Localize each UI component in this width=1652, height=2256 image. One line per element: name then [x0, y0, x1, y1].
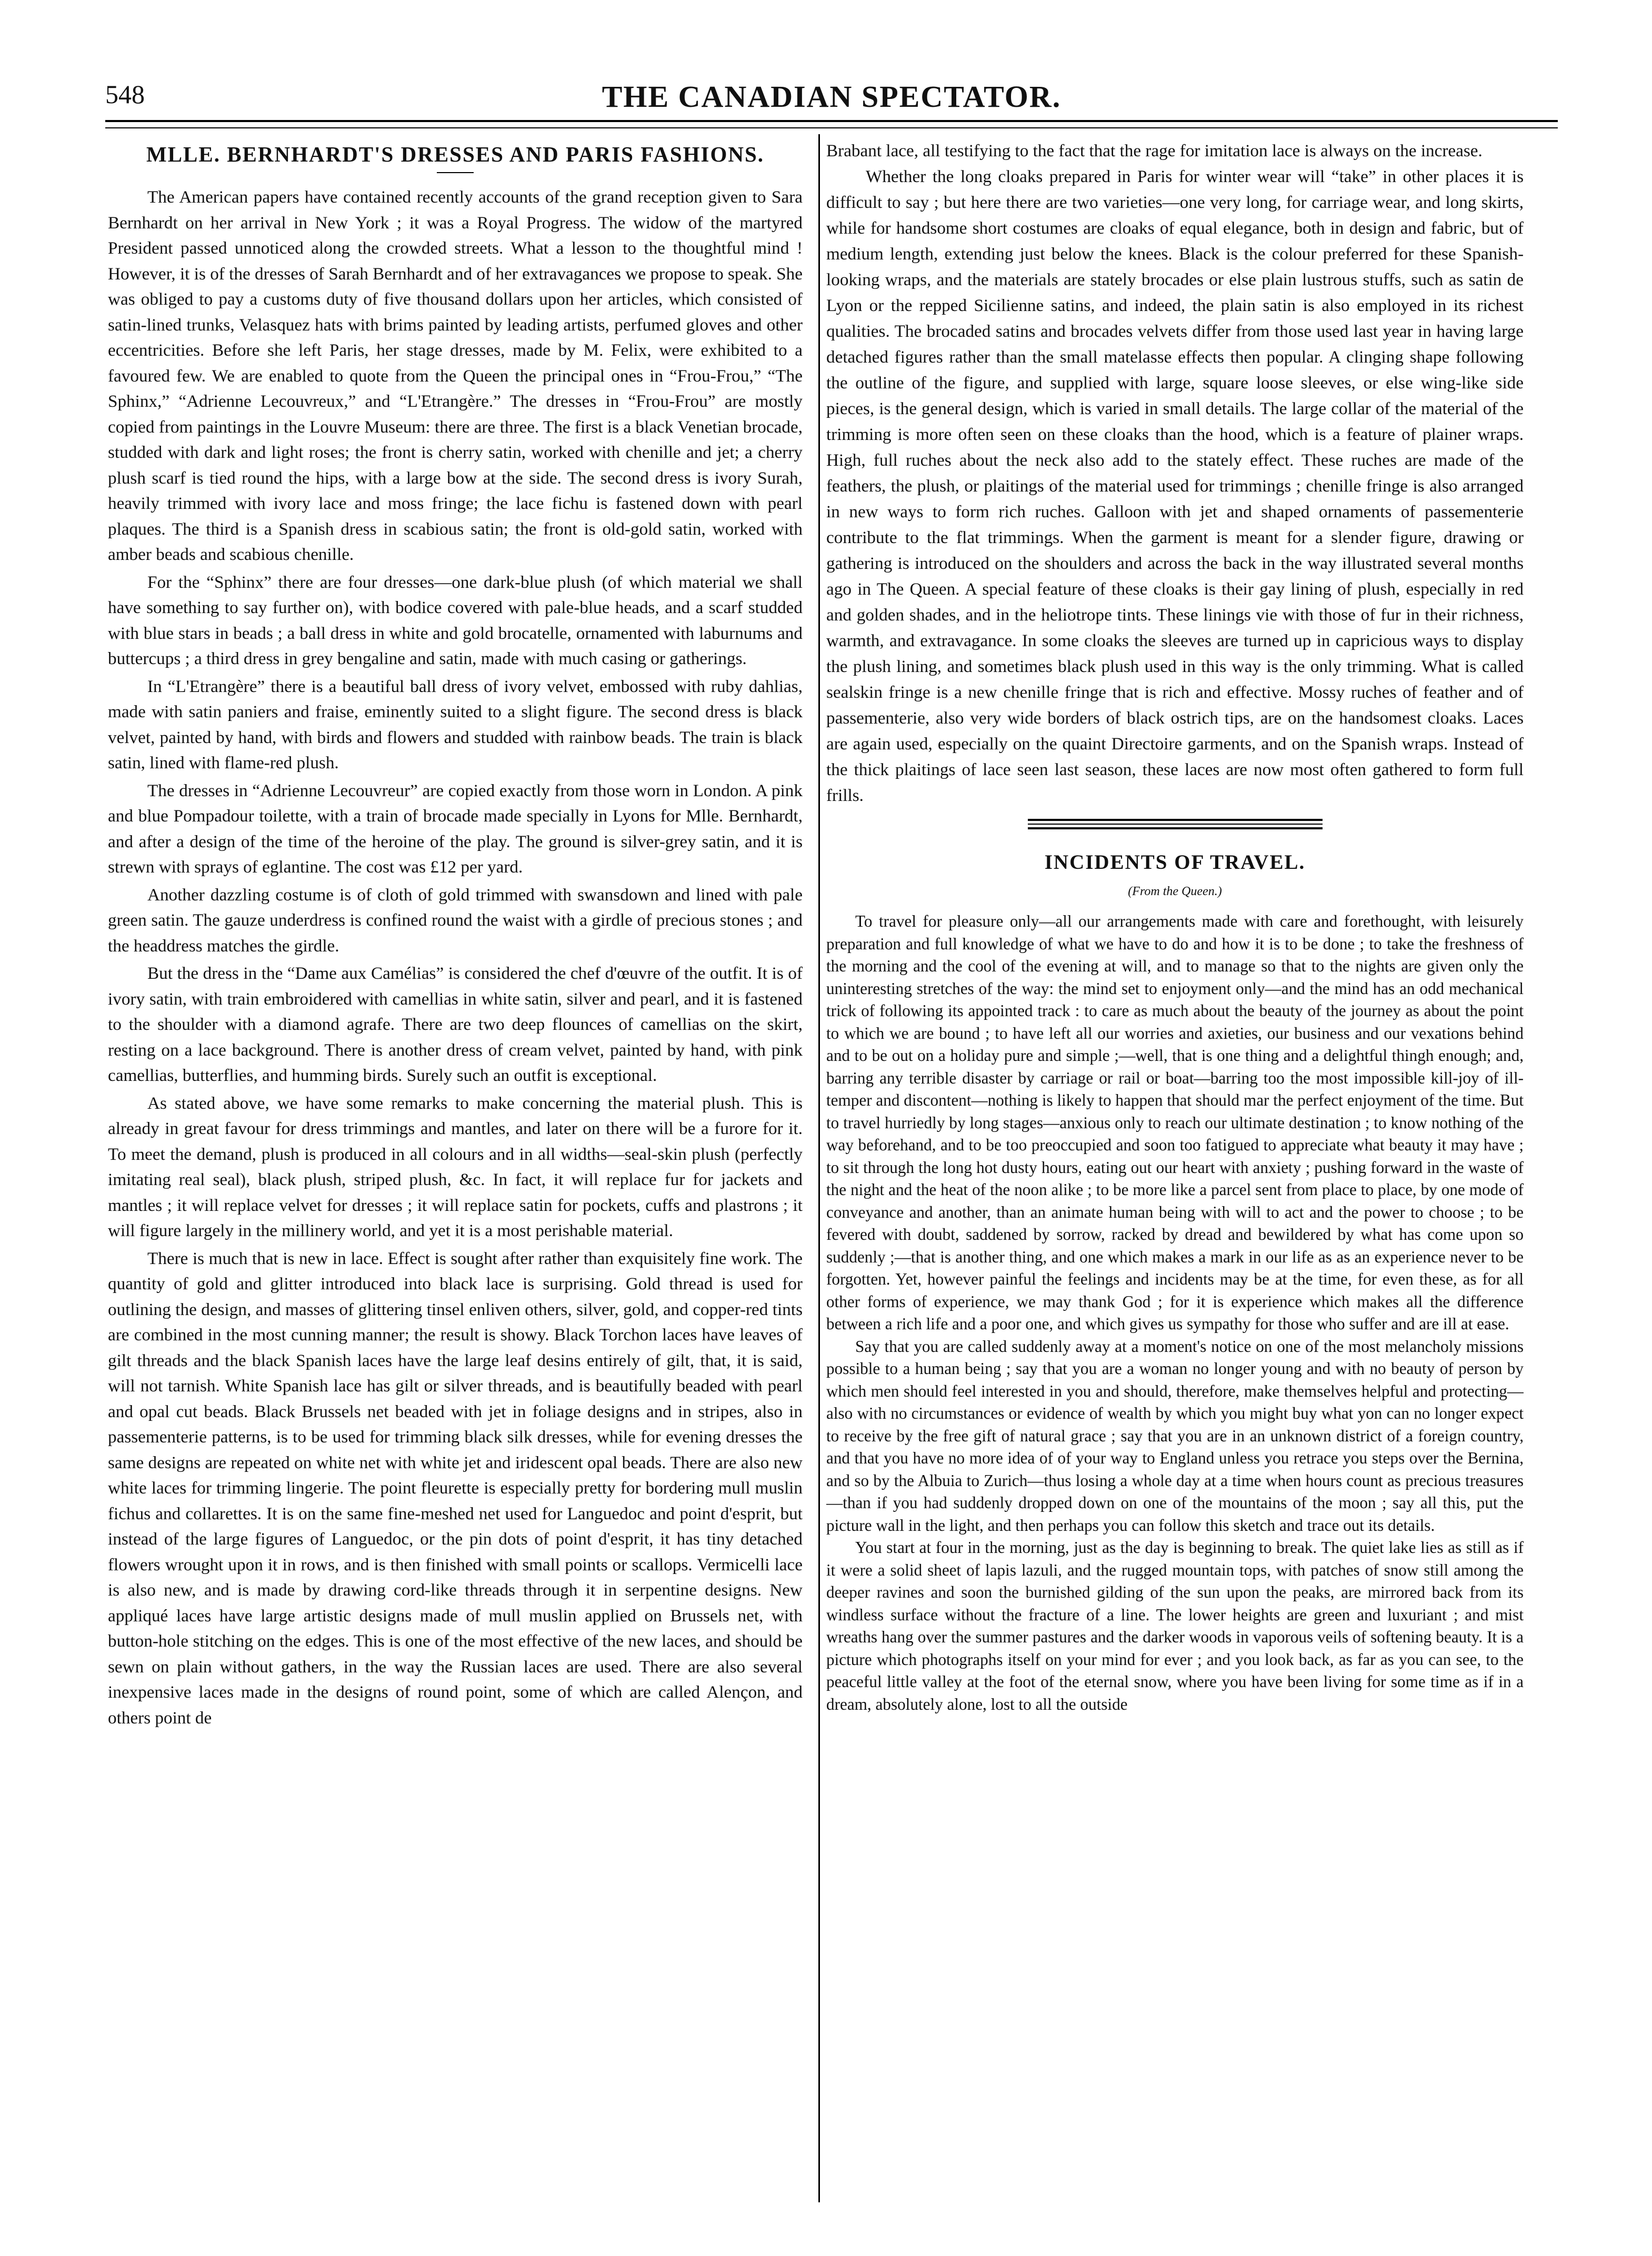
article-paragraph: To travel for pleasure only—all our arrangements made with care and forethought, with leisurely preparation and full knowledge of what we have to do and how it is to be done ; to take the freshness of the morning and the cool of the evening at will, and to manage so that to the nights are given only the uninteresting stretches of the way: the mind set to enjoyment only—and the mind has an odd mechanical trick of following its appointed track : to care as much about the beauty of the journey as about the point to which we are bound ; to have left all our worries and axieties, our business and our vexations behind and to be out on a holiday pure and simple ;—well, that is one thing and a delightful thingh enough; and, barring any terrible disaster by carriage or rail or boat—barring too the most impossible kill-joy of ill-temper and discontent—nothing is likely to happen that should mar the perfect enjoyment of the time. But to travel hurriedly by long stages—anxious only to reach our ultimate destination ; to know nothing of the way beforehand, and to be too preoccupied and soon too fatigued to appreciate what beauty it may have ; to sit through the long hot dusty hours, eating out our heart with anxiety ; pushing forward in the waste of the night and the heat of the noon alike ; to be more like a parcel sent from place to place, by one mode of conveyance and another, than an animate human being with will to act and the power to choose ; to be fevered with doubt, saddened by sorrow, racked by dread and bewildered by what has come upon so suddenly ;—that is another thing, and one which makes a mark in our life as as an experience never to be forgotten. Yet, however painful the feelings and incidents may be at the time, for even these, as for all other forms of experience, we may thank God ; for it is experience which makes all the difference between a rich life and a poor one, and which gives us sympathy for those who suffer and are ill at ease.	[826, 912, 1524, 1333]
page-number: 548	[105, 79, 145, 109]
article-paragraph: Whether the long cloaks prepared in Paris for winter wear will “take” in other places it is difficult to say ; but here there are two varieties—one very long, for carriage wear, and long skirts, while for handsome short costumes are cloaks of equal elegance, both in design and fabric, but of medium length, extending just below the knees. Black is the colour preferred for these Spanish-looking wraps, and the materials are stately brocades or else plain lustrous stuffs, such as satin de Lyon or the repped Sicilienne satins, and indeed, the plain satin is also employed in its richest qualities. The brocaded satins and brocades velvets differ from those used last year in having large detached figures rather than the small matelasse effects then popular. A clinging shape following the outline of the figure, and supplied with large, square loose sleeves, or else wing-like side pieces, is the general design, which is varied in small details. The large collar of the material of the trimming is more often seen on these cloaks than the hood, which is a feature of plainer wraps. High, full ruches about the neck also add to the stately effect. These ruches are made of the feathers, the plush, or plaitings of the material used for trimmings ; chenille fringe is also arranged in new ways to form rich ruches. Galloon with jet and shaped ornaments of passementerie contribute to the flat trimmings. When the garment is meant for a slender figure, drawing or gathering is introduced on the shoulders and across the back in the way illustrated several months ago in The Queen. A special feature of these cloaks is their gay lining of plush, especially in red and golden shades, and in the heliotrope tints. These linings vie with those of fur in their richness, warmth, and extravagance. In some cloaks the sleeves are turned up in capricious ways to display the plush lining, and sometimes black plush used in this way is the only trimming. What is called sealskin fringe is a new chenille fringe that is rich and effective. Mossy ruches of feather and of passementerie, also very wide borders of black ostrich tips, are on the handsomest cloaks. Laces are again used, especially on the quaint Directoire garments, and on the Spanish wraps. Instead of the thick plaitings of lace seen last season, these laces are now most often gathered to form full frills.	[826, 167, 1524, 805]
article-title: MLLE. BERNHARDT'S DRESSES AND PARIS FASHIONS.	[146, 142, 765, 166]
article-paragraph: For the “Sphinx” there are four dresses—one dark-blue plush (of which material we shall have something to say further on), with bodice covered with pale-blue heads, and a scarf studded with blue stars in beads ; a ball dress in white and gold brocatelle, ornamented with laburnums and buttercups ; a third dress in grey bengaline and satin, made with much casing or gatherings.	[108, 572, 803, 668]
article-paragraph: There is much that is new in lace. Effect is sought after rather than exquisitely fine work. The quantity of gold and glitter introduced into black lace is surprising. Gold thread is used for outlining the design, and masses of glittering tinsel enliven others, silver, gold, and copper-red tints are combined in the most cunning manner; the result is showy. Black Torchon laces have leaves of gilt threads and the black Spanish laces have the large leaf desins entirely of gilt, that, it is said, will not tarnish. White Spanish lace has gilt or silver threads, and is beautifully beaded with pearl and opal cut beads. Black Brussels net beaded with jet in foliage designs and in stripes, also in passementerie patterns, is to be used for trimming black silk dresses, while for evening dresses the same designs are repeated on white net with white jet and iridescent opal beads. There are also new white laces for trimming lingerie. The point fleurette is especially pretty for bordering mull muslin fichus and collarettes. It is on the same fine-meshed net used for Languedoc and point d'esprit, but instead of the large figures of Languedoc, or the pin dots of point d'esprit, it has tiny detached flowers wrought upon it in rows, and is then finished with small points or scallops. Vermicelli lace is also new, and is made by drawing cord-like threads through it in serpentine designs. New appliqué laces have large artistic designs made of mull muslin applied on Brussels net, with button-hole stitching on the edges. This is one of the most effective of the new laces, and should be sewn on plain without gathers, in the way the Russian laces are used. There are also several inexpensive laces made in the designs of round point, some of which are called Alençon, and others point de	[108, 1248, 803, 1728]
article-paragraph: In “L'Etrangère” there is a beautiful ball dress of ivory velvet, embossed with ruby dahlias, made with satin paniers and fraise, eminently suited to a slight figure. The second dress is black velvet, painted by hand, with birds and flowers and studded with rainbow beads. The train is black satin, lined with flame-red plush.	[108, 676, 803, 773]
article-paragraph: The American papers have contained recently accounts of the grand reception given to Sara Bernhardt on her arrival in New York ; it was a Royal Progress. The widow of the martyred President passed unnoticed along the crowded streets. What a lesson to the thoughtful mind ! However, it is of the dresses of Sarah Bernhardt and of her extravagances we propose to speak. She was obliged to pay a customs duty of five thousand dollars upon her articles, which consisted of satin-lined trunks, Velasquez hats with brims painted by leading artists, perfumed gloves and other eccentricities. Before she left Paris, her stage dresses, made by M. Felix, were exhibited to a favoured few. We are enabled to quote from the Queen the principal ones in “Frou-Frou,” “The Sphinx,” “Adrienne Lecouvreux,” and “L'Etrangère.” The dresses in “Frou-Frou” are mostly copied from paintings in the Louvre Museum: there are three. The first is a black Venetian brocade, studded with dark and light roses; the front is cherry satin, worked with chenille and jet; a cherry plush scarf is tied round the hips, with a large bow at the side. The second dress is ivory Surah, heavily trimmed with ivory lace and moss fringe; the lace fichu is fastened down with pearl plaques. The third is a Spanish dress in scabious satin; the front is old-gold satin, worked with amber beads and scabious chenille.	[108, 187, 803, 564]
article-paragraph: Say that you are called suddenly away at a moment's notice on one of the most melancholy missions possible to a human being ; say that you are a woman no longer young and with no beauty of person by which men should feel interested in you and should, therefore, make themselves helpful and protecting—also with no circumstances or evidence of wealth by which you might buy what yon can no longer expect to receive by the free gift of natural grace ; say that you are in an unknown district of a foreign country, and that you have no more idea of of your way to England unless you retrace you steps over the Bernina, and so by the Albuia to Zurich—thus losing a whole day at a time when hours count as precious treasures—than if you had suddenly dropped down on one of the mountains of the moon ; say all this, put the picture wall in the light, and then perhaps you can follow this sketch and trace out its details.	[826, 1337, 1524, 1535]
article-paragraph: The dresses in “Adrienne Lecouvreur” are copied exactly from those worn in London. A pink and blue Pompadour toilette, with a train of brocade made specially in Lyons for Mlle. Bernhardt, and after a design of the time of the heroine of the play. The ground is silver-grey satin, and it is strewn with sprays of eglantine. The cost was £12 per yard.	[108, 780, 803, 877]
article-paragraph: Another dazzling costume is of cloth of gold trimmed with swansdown and lined with pale green satin. The gauze underdress is confined round the waist with a girdle of precious stones ; and the headdress matches the girdle.	[108, 885, 803, 956]
article-title: INCIDENTS OF TRAVEL.	[1044, 851, 1306, 874]
article-source: (From the Queen.)	[1128, 885, 1222, 898]
header-rule	[105, 120, 1558, 122]
section-ornament-rule	[1028, 819, 1323, 829]
header-rule-thin	[105, 127, 1558, 128]
article-paragraph: Brabant lace, all testifying to the fact that the rage for imitation lace is always on the increase.	[826, 141, 1483, 161]
right-column	[826, 138, 1524, 2201]
journal-title: THE CANADIAN SPECTATOR.	[602, 79, 1062, 114]
page-header	[105, 79, 1558, 121]
left-column	[108, 138, 803, 2201]
title-rule	[437, 172, 474, 173]
article-paragraph: But the dress in the “Dame aux Camélias” is considered the chef d'œuvre of the outfit. It is of ivory satin, with train embroidered with camellias in white satin, silver and pearl, and it is fastened to the shoulder with a diamond agrafe. There are two deep flounces of camellias on the skirt, resting on a lace background. There is another dress of cream velvet, painted by hand, with pink camellias, butterflies, and humming birds. Surely such an outfit is exceptional.	[108, 964, 803, 1085]
column-divider	[818, 134, 820, 2202]
article-paragraph: You start at four in the morning, just as the day is beginning to break. The quiet lake lies as still as if it were a solid sheet of lapis lazuli, and the rugged mountain tops, with patches of snow still among the deeper ravines and soon the burnished gilding of the sun upon the peaks, are mirrored back from its windless surface without the fracture of a line. The lower heights are green and luxuriant ; and mist wreaths hang over the summer pastures and the darker woods in vaporous veils of softening beauty. It is a picture which photographs itself on your mind for ever ; and you look back, as far as you can see, to the peaceful little valley at the foot of the eternal snow, where you have been living for some time as if in a dream, absolutely alone, lost to all the outside	[826, 1538, 1524, 1713]
article-paragraph: As stated above, we have some remarks to make concerning the material plush. This is already in great favour for dress trimmings and mantles, and later on there will be a furore for it. To meet the demand, plush is produced in all colours and in all widths—seal-skin plush (perfectly imitating real seal), black plush, striped plush, &c. In fact, it will replace fur for jackets and mantles ; it will replace velvet for dresses ; it will replace satin for pockets, cuffs and plastrons ; it will figure largely in the millinery world, and yet it is a most perishable material.	[108, 1093, 803, 1240]
